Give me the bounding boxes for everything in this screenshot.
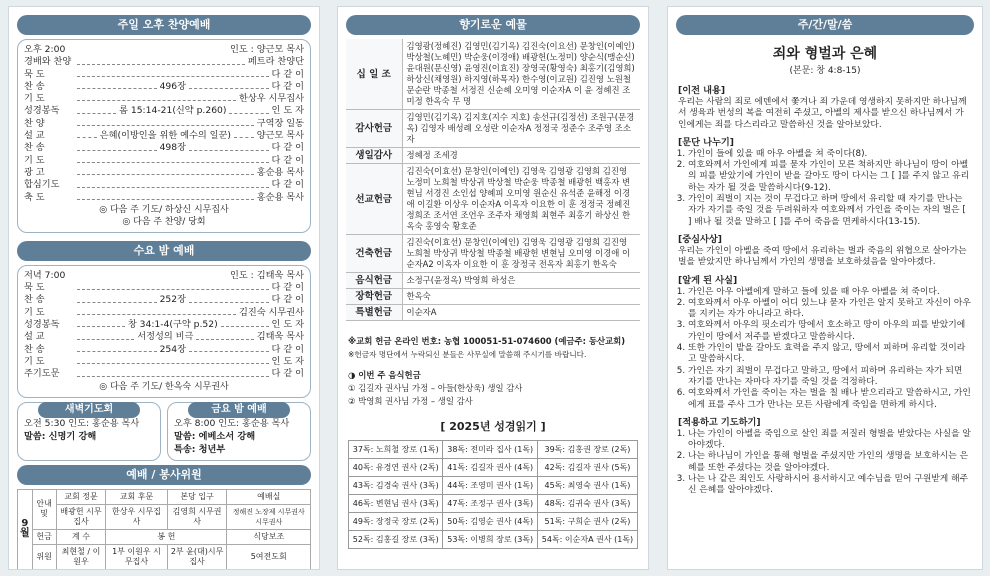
bible-table	[348, 440, 638, 549]
account-note: ※헌금자 명단에서 누락되신 분들은 사무실에 말씀해 주시기를 바랍니다.	[348, 350, 587, 359]
order-person: 다 같 이	[271, 68, 304, 80]
order-item: 묵 도	[24, 282, 45, 294]
duty-side-1: 안내 및	[32, 489, 56, 529]
order-item: 설 교	[24, 130, 45, 142]
section-heading: [적용하고 기도하기]	[678, 416, 761, 428]
offering-label: 건축헌금	[346, 235, 402, 273]
sunday-pm-box	[17, 39, 311, 233]
list-item: 3. 가인이 죄벌이 지는 것이 무겁다고 하며 땅에서 유리할 때 자기를 만나는 자가 자기를 죽일 것을 두려워하자 여호와께서 가인을 죽이는 자의 벌은 [ ] 배나 될 것을 말하고 [ ]를 주어 죽음을 면케하시다(13-15).	[688, 194, 972, 228]
order-row	[24, 319, 304, 331]
sunday-next-praise: ◎ 다음 주 찬양/ 당회	[122, 216, 206, 227]
order-item: 찬 송	[24, 294, 45, 306]
order-item: 축 도	[24, 191, 45, 203]
duty-table	[17, 489, 311, 570]
order-person: 김진숙 시무권사	[238, 306, 304, 318]
list-item: 2. 여호와께서 가인에게 피를 묻자 가인이 모른 척하지만 하나님이 땅이 아벨의 피를 받았기에 가인이 받을 갈아도 땅이 다시는 그 [ ]를 주지 않고 유리하는 자가 될 것을 말씀하시다(9-12).	[688, 160, 972, 194]
duty-head: 예배실	[227, 489, 311, 504]
order-person: 다 같 이	[271, 294, 305, 306]
offering-row	[346, 148, 640, 164]
order-item: 찬 양	[24, 117, 45, 129]
duty-head: 계 수	[56, 529, 106, 544]
bible-reading-cell: 50독: 김영순 권사 (4독)	[443, 513, 537, 531]
bible-reading-cell: 37독: 노희철 장로 (1독)	[349, 441, 443, 459]
bible-reading-cell: 45독: 최영숙 권사 (1독)	[537, 477, 637, 495]
order-row	[24, 155, 304, 167]
duty-cell: 5여전도회	[227, 544, 311, 569]
fri-line1: 오후 8:00 인도: 홍순용 목사	[174, 417, 290, 429]
order-row	[24, 356, 304, 368]
duty-head: 봉 헌	[106, 529, 227, 544]
section-heading: [중심사상]	[678, 233, 722, 245]
sunday-next-prayer: ◎ 다음 주 기도/ 하상신 시무집사	[99, 204, 229, 215]
bible-title: [ 2025년 성경읽기 ]	[440, 420, 546, 433]
order-person: 다 같 이	[271, 368, 304, 380]
dawn-title: 새벽기도회	[38, 402, 140, 418]
duty-title: 예배 / 봉사위원	[17, 465, 311, 485]
wednesday-box	[17, 265, 311, 398]
duty-head: 본당 입구	[167, 489, 227, 504]
offerings-title: 향기로운 예물	[346, 15, 640, 35]
offering-row	[346, 273, 640, 289]
order-person: 양근모 목사	[256, 130, 305, 142]
order-detail: 254장	[159, 343, 186, 355]
list-item: 3. 나는 나 같은 죄인도 사랑하시어 용서하시고 예수님을 믿어 구원받게 해주신 은혜를 알아야겠다.	[688, 474, 972, 497]
order-row	[24, 179, 304, 191]
order-item: 설 교	[24, 331, 45, 343]
order-person: 다 같 이	[271, 282, 304, 294]
order-detail: 252장	[159, 294, 186, 306]
order-item: 묵 도	[24, 68, 45, 80]
duty-cell: 한상우 시무집사	[106, 504, 167, 529]
duty-cell: 김영희 시무권사	[167, 504, 227, 529]
order-row	[24, 130, 304, 142]
order-detail: 은혜(이방인을 위한 예수의 일꾼)	[99, 130, 232, 142]
meal-item: ② 박영희 권사님 가정 – 생일 감사	[348, 396, 473, 406]
bible-reading-cell: 44독: 조영미 권사 (1독)	[443, 477, 537, 495]
order-item: 성경봉독	[24, 319, 60, 331]
order-person: 다 같 이	[271, 179, 304, 191]
order-person: 다 같 이	[271, 142, 305, 154]
order-row	[24, 307, 304, 319]
bible-reading-cell: 52독: 김홍길 장로 (3독)	[349, 531, 443, 549]
offering-row	[346, 110, 640, 148]
order-person: 홍순용 목사	[256, 191, 304, 203]
offering-names: 이순자A	[402, 305, 640, 321]
list-item: 3. 여호와께서 아우의 핏소리가 땅에서 호소하고 땅이 아우의 피를 받았기에 가인이 땅에서 저주를 받겠다고 말씀하시다.	[688, 320, 972, 343]
offering-names: 김진숙(이효선) 문창인(이예인) 김영욱 김영광 김영희 김진영 노희철 박상귀 박상철 박종철 배광헌 변현님 오미영 이경애 이순자A2 이옥자 이요한 이 훈 장정국 전옥자 최홍기 한옥숙	[402, 235, 640, 273]
order-person: 페트라 찬양단	[247, 56, 304, 68]
duty-cell: 정해진 노장제 시무권사 시무권사	[227, 504, 311, 529]
order-item: 기 도	[24, 355, 45, 367]
paragraph-list	[688, 149, 972, 228]
order-row	[24, 69, 304, 81]
offering-row	[346, 164, 640, 235]
sunday-pm-time: 오후 2:00	[24, 44, 66, 55]
list-item: 1. 가인이 들에 있을 때 아우 아벨을 쳐 죽이다(8).	[688, 149, 972, 160]
offering-row	[346, 39, 640, 110]
list-item: 1. 가인은 아우 아벨에게 말하고 들에 있을 때 아우 아벨을 쳐 죽이다.	[688, 287, 972, 298]
duty-cell: 1부 이원우 시무집사	[106, 544, 167, 569]
order-item: 경배와 찬양	[24, 56, 72, 68]
list-item: 5. 가인은 자기 죄벌이 무겁다고 말하고, 땅에서 피하며 유리하는 자가 되면 자기를 만나는 자마다 자기를 죽일 것을 걱정하다.	[688, 366, 972, 389]
order-row	[24, 167, 304, 179]
wed-leader: 인도 : 김태욱 목사	[230, 269, 304, 281]
sermon-panel	[667, 6, 983, 570]
order-item: 광 고	[24, 166, 45, 178]
order-row	[24, 142, 304, 154]
order-item: 합심기도	[24, 179, 60, 191]
offering-label: 음식헌금	[346, 273, 402, 289]
order-person: 김태욱 목사	[256, 331, 304, 343]
offering-names: 한옥숙	[402, 289, 640, 305]
order-row	[24, 331, 304, 343]
order-person: 다 같 이	[271, 80, 305, 92]
bible-reading-cell: 39독: 김홍권 장로 (2독)	[537, 441, 637, 459]
duty-side-3: 위원	[32, 544, 56, 569]
list-item: 6. 여호와께서 가인을 죽이는 자는 벌을 칠 배나 받으리라고 말씀하시고, 가인에게 표를 주사 그가 만나는 모든 사람에게 죽임을 면하게 하시다.	[688, 388, 972, 411]
offering-names: 정혜정 조세경	[402, 148, 640, 164]
list-item: 2. 나는 하나님이 가인을 통해 형벌을 주셨지만 가인의 생명을 보호하시는 은혜를 또한 주셨다는 것을 알아야겠다.	[688, 451, 972, 474]
order-person: 인 도 자	[271, 355, 304, 367]
dawn-line2: 말씀: 신명기 강해	[24, 430, 97, 442]
order-item: 성경봉독	[24, 105, 60, 117]
order-item: 기 도	[24, 154, 45, 166]
list-item: 2. 여호와께서 아우 아벨이 어디 있느냐 묻자 가인은 알지 못하고 자신이 아우를 지키는 자가 아니라고 하다.	[688, 298, 972, 321]
bible-reading-cell: 47독: 조정구 권사 (3독)	[443, 495, 537, 513]
duty-side-2: 헌금	[32, 529, 56, 544]
order-person: 인 도 자	[271, 105, 304, 117]
order-person: 다 같 이	[271, 343, 305, 355]
friday-box	[167, 402, 311, 461]
bible-reading-cell: 38독: 전미라 집사 (1독)	[443, 441, 537, 459]
meal-title: ◑ 이번 주 음식헌금	[348, 370, 421, 380]
order-detail: 498장	[159, 142, 186, 154]
offering-label: 특별헌금	[346, 305, 402, 321]
order-row	[24, 118, 304, 130]
bible-reading-cell: 43독: 김경숙 권사 (3독)	[349, 477, 443, 495]
duty-head: 교회 정문	[56, 489, 106, 504]
bible-reading-cell: 49독: 장정국 장로 (2독)	[349, 513, 443, 531]
section-text: 우리는 가인이 아벨을 죽여 땅에서 유리하는 벌과 죽음의 위협으로 살아가는 벌을 받았지만 하나님께서 가인의 생명을 보호하셨음을 알아야겠다.	[678, 245, 967, 268]
order-row	[24, 81, 304, 93]
order-row	[24, 282, 304, 294]
order-detail: 롬 15:14-21(신약 p.260)	[119, 105, 227, 117]
fri-line2: 말씀: 에베소서 강해	[174, 430, 256, 442]
offering-names: 김영광(정혜진) 김영민(김기옥) 김진숙(이요선) 문창인(이예인) 박상철(노혜민) 박순웅(이경애) 배광헌(노정미) 양순식(맹순신) 윤대원(문신영) 윤영진(이효진) 장영국(황영숙) 최홍기(김영희) 하상신(채영원) 하지영(하목자) 한수영(이교원) 김진영 노원철 문순란 박종철 서정진 신순혜 오미영 이순자A 이 윤 정혜진 조미정 한옥숙 무 명	[402, 39, 640, 110]
facts-list	[688, 287, 972, 411]
duty-head: 교회 후문	[106, 489, 167, 504]
section-heading: [알게 된 사실]	[678, 274, 738, 286]
worship-order-panel	[8, 6, 320, 570]
offering-row	[346, 235, 640, 273]
bible-reading-cell: 51독: 구희순 권사 (2독)	[537, 513, 637, 531]
sunday-pm-title: 주일 오후 찬양예배	[17, 15, 311, 35]
bible-reading-cell: 48독: 김귀숙 권사 (3독)	[537, 495, 637, 513]
section-text: 우리는 사람의 죄로 에덴에서 쫓겨나 죄 가운데 영생하지 못하지만 하나님께서 생육과 번성의 복을 여전히 주셨고, 아벨의 제사를 받으신 하나님께서 가인에게는 죄를 다스리라고 말씀하신 것을 알아보았다.	[678, 97, 967, 130]
duty-cell: 2부 윤(대)시무집사	[167, 544, 227, 569]
duty-cell: 배광헌 시무집사	[56, 504, 106, 529]
sermon-title: 죄와 형벌과 은혜	[772, 46, 878, 62]
bible-reading-cell: 53독: 이병희 장로 (3독)	[443, 531, 537, 549]
wednesday-title: 수요 밤 예배	[17, 241, 311, 261]
order-person: 인 도 자	[271, 319, 304, 331]
section-heading: [이전 내용]	[678, 85, 726, 96]
order-row	[24, 294, 304, 306]
order-row	[24, 105, 304, 117]
friday-title: 금요 밤 예배	[188, 402, 290, 418]
offering-row	[346, 289, 640, 305]
list-item: 4. 또한 가인이 밭을 갈아도 효력을 주지 않고, 땅에서 피하며 유리할 것이라고 말씀하시다.	[688, 343, 972, 366]
order-detail: 서정성의 비극	[137, 331, 194, 343]
order-item: 찬 송	[24, 142, 45, 154]
order-row	[24, 368, 304, 380]
bible-reading-cell: 46독: 변현님 권사 (3독)	[349, 495, 443, 513]
bible-reading-cell: 41독: 김길자 권사 (4독)	[443, 459, 537, 477]
bible-reading-cell: 42독: 김길자 권사 (5독)	[537, 459, 637, 477]
order-item: 찬 송	[24, 80, 45, 92]
account-line: ※교회 헌금 온라인 번호: 농협 100051-51-074600 (예금주: 동산교회)	[348, 336, 626, 346]
meal-item: ① 김길자 권사님 가정 – 아들(한상욱) 생일 감사	[348, 383, 523, 393]
offering-names: 김진숙(이효선) 문창인(이예인) 김영욱 김영광 김영희 김진영 노정미 노희철 박상귀 박상철 박순웅 박종철 배광헌 백홍자 변현님 서경진 소인섭 양혜피 오미영 원순신 유석준 윤해정 이경애 이길환 이상우 이순자A 이옥자 이요한 이 훈 정정국 정혜진 정희조 조서연 조언우 조주자 채영희 최현주 최홍기 하상신 한옥숙 홍영숙 황호준	[402, 164, 640, 235]
sermon-tab: 주/간/말/씀	[676, 15, 974, 35]
offering-names: 소정구(윤정옥) 박영희 하성은	[402, 273, 640, 289]
offering-label: 십 일 조	[346, 39, 402, 110]
order-row	[24, 93, 304, 105]
order-detail: 창 34:1-4(구약 p.52)	[127, 319, 218, 331]
order-person: 구역장 일동	[256, 117, 304, 129]
dawn-line1: 오전 5:30 인도: 홍순용 목사	[24, 417, 140, 429]
section-heading: [문단 나누기]	[678, 136, 734, 148]
offerings-table	[346, 39, 640, 321]
order-item: 찬 송	[24, 343, 45, 355]
duty-cell: 최현철 / 이원우	[56, 544, 106, 569]
order-person: 한상우 시무집사	[238, 93, 304, 105]
order-item: 기 도	[24, 93, 45, 105]
application-list	[688, 429, 972, 497]
offering-row	[346, 305, 640, 321]
offerings-panel	[337, 6, 649, 570]
order-detail: 496장	[159, 80, 186, 92]
wed-time: 저녁 7:00	[24, 269, 66, 281]
duty-head: 식당보조	[227, 529, 311, 544]
offering-label: 선교헌금	[346, 164, 402, 235]
duty-month: 9월	[18, 489, 33, 569]
order-item: 기 도	[24, 306, 45, 318]
order-item: 주기도문	[24, 368, 60, 380]
wed-next-prayer: ◎ 다음 주 기도/ 한옥숙 시무권사	[99, 381, 229, 392]
order-person: 홍순용 목사	[256, 166, 304, 178]
order-row	[24, 192, 304, 204]
offering-label: 생일감사	[346, 148, 402, 164]
offering-names: 김영민(김기옥) 김지호(지수 지호) 송선규(김정선) 조원구(문경옥) 김영자 배성례 오성란 이순자A 정정국 정준수 조주영 조소자	[402, 110, 640, 148]
sunday-pm-leader: 인도 : 양근모 목사	[230, 44, 304, 55]
order-person: 다 같 이	[271, 154, 304, 166]
sermon-ref: (본문: 창 4:8-15)	[789, 66, 861, 76]
bible-reading-cell: 40독: 유경연 권사 (2독)	[349, 459, 443, 477]
offering-label: 감사헌금	[346, 110, 402, 148]
dawn-prayer-box	[17, 402, 161, 461]
fri-line3: 특송: 청년부	[174, 443, 226, 455]
bible-reading-cell: 54독: 이순자A 권사 (1독)	[537, 531, 637, 549]
list-item: 1. 나는 가인이 아벨을 죽임으로 살인 죄를 저질러 형벌을 받았다는 사실을 알아야겠다.	[688, 429, 972, 452]
offering-label: 장학헌금	[346, 289, 402, 305]
order-row	[24, 344, 304, 356]
order-row	[24, 56, 304, 68]
